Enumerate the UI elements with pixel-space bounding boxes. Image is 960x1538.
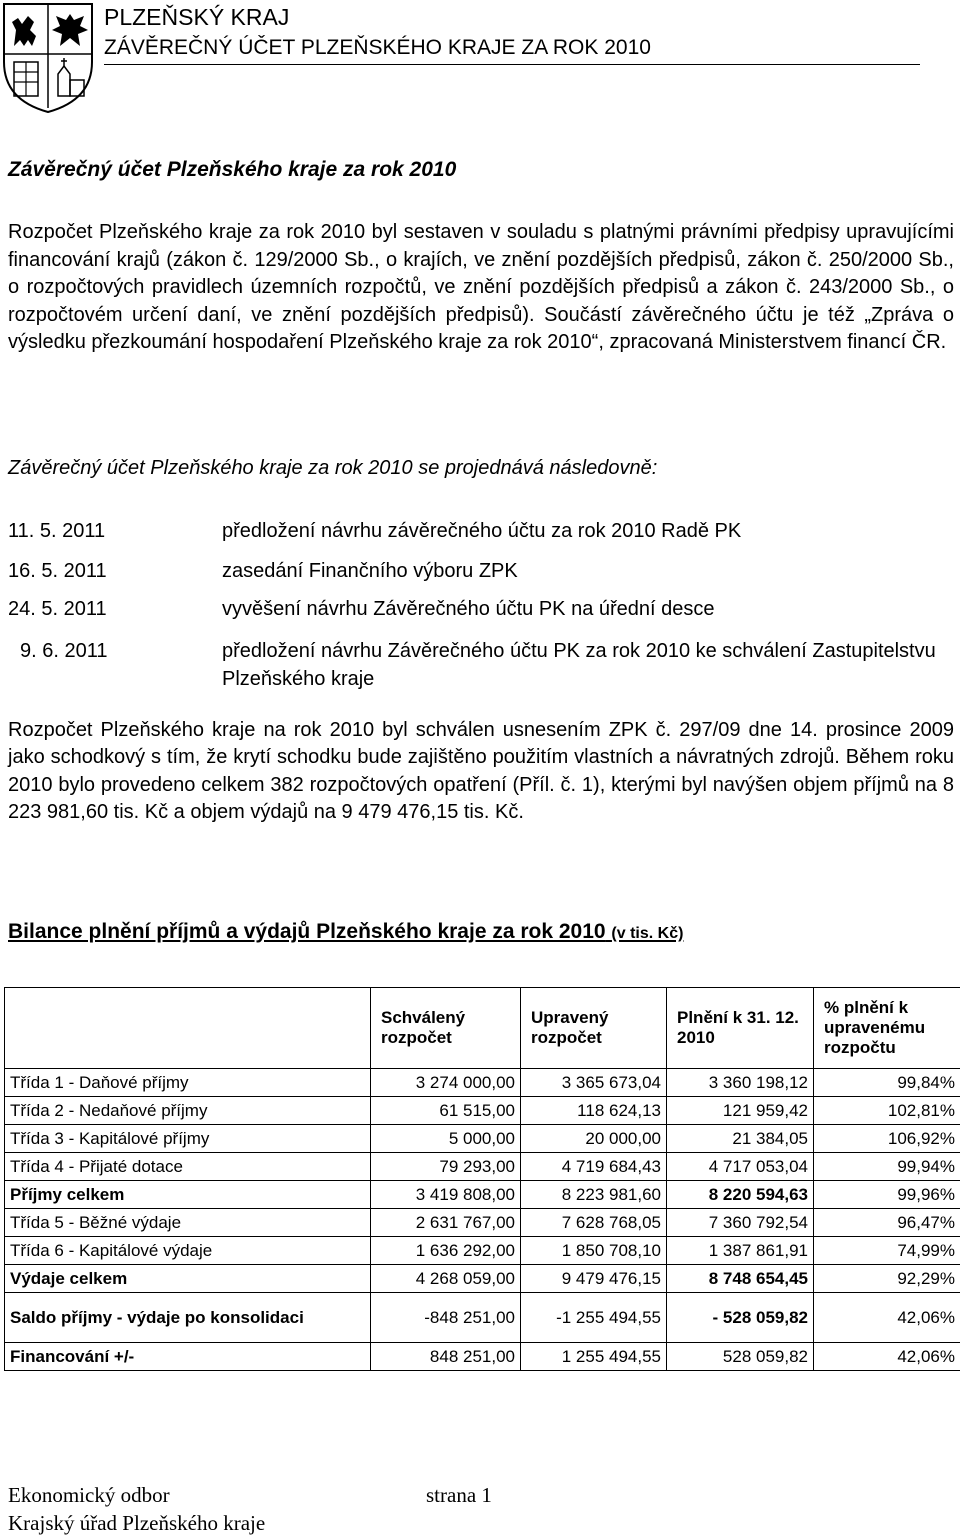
table-header-cell: Schválený rozpočet xyxy=(371,988,521,1069)
section-unit: (v tis. Kč) xyxy=(611,925,684,942)
cell-upraveny: 118 624,13 xyxy=(521,1097,667,1125)
schedule-text: předložení návrhu Závěrečného účtu PK za rok 2010 ke schválení Zastupitelstvu Plzeňského kraje xyxy=(222,640,936,690)
cell-schvaleny: 61 515,00 xyxy=(371,1097,521,1125)
cell-schvaleny: 3 274 000,00 xyxy=(371,1069,521,1097)
row-label: Příjmy celkem xyxy=(5,1181,371,1209)
cell-upraveny: 1 850 708,10 xyxy=(521,1237,667,1265)
cell-procento: 99,94% xyxy=(814,1153,960,1181)
table-header-cell: Plnění k 31. 12. 2010 xyxy=(667,988,814,1069)
cell-schvaleny: 2 631 767,00 xyxy=(371,1209,521,1237)
cell-schvaleny: 5 000,00 xyxy=(371,1125,521,1153)
cell-plneni: - 528 059,82 xyxy=(667,1293,814,1343)
cell-schvaleny: 4 268 059,00 xyxy=(371,1265,521,1293)
cell-upraveny: -1 255 494,55 xyxy=(521,1293,667,1343)
coat-of-arms-icon xyxy=(0,0,96,116)
row-label: Financování +/- xyxy=(5,1343,371,1371)
cell-schvaleny: 79 293,00 xyxy=(371,1153,521,1181)
footer-department: Ekonomický odbor xyxy=(8,1483,170,1507)
row-label: Třída 3 - Kapitálové příjmy xyxy=(5,1125,371,1153)
cell-plneni: 528 059,82 xyxy=(667,1343,814,1371)
footer-office: Krajský úřad Plzeňského kraje xyxy=(8,1511,266,1535)
schedule-date: 24. 5. 2011 xyxy=(8,598,107,620)
budget-table xyxy=(4,987,960,1371)
table-row xyxy=(5,1097,960,1125)
cell-upraveny: 8 223 981,60 xyxy=(521,1181,667,1209)
table-row-financing xyxy=(5,1343,960,1371)
row-label: Třída 2 - Nedaňové příjmy xyxy=(5,1097,371,1125)
table-row xyxy=(5,1209,960,1237)
cell-procento: 42,06% xyxy=(814,1343,960,1371)
row-label: Třída 5 - Běžné výdaje xyxy=(5,1209,371,1237)
row-label: Třída 1 - Daňové příjmy xyxy=(5,1069,371,1097)
section-title xyxy=(8,920,683,944)
table-header-cell: Upravený rozpočet xyxy=(521,988,667,1069)
table-row xyxy=(5,1069,960,1097)
cell-procento: 42,06% xyxy=(814,1293,960,1343)
schedule-text: předložení návrhu závěrečného účtu za rok 2010 Radě PK xyxy=(222,520,742,542)
cell-schvaleny: 848 251,00 xyxy=(371,1343,521,1371)
header-subtitle: ZÁVĚREČNÝ ÚČET PLZEŇSKÉHO KRAJE ZA ROK 2010 xyxy=(104,36,651,59)
schedule-date: 16. 5. 2011 xyxy=(8,560,107,582)
footer-page-number: strana 1 xyxy=(426,1483,492,1507)
cell-procento: 99,96% xyxy=(814,1181,960,1209)
table-header-cell xyxy=(5,988,371,1069)
section-title-text: Bilance plnění příjmů a výdajů Plzeňského kraje za rok 2010 xyxy=(8,920,606,943)
cell-plneni: 7 360 792,54 xyxy=(667,1209,814,1237)
cell-upraveny: 7 628 768,05 xyxy=(521,1209,667,1237)
table-row-total xyxy=(5,1265,960,1293)
cell-plneni: 4 717 053,04 xyxy=(667,1153,814,1181)
schedule-heading: Závěrečný účet Plzeňského kraje za rok 2010 se projednává následovně: xyxy=(8,457,658,479)
cell-upraveny: 1 255 494,55 xyxy=(521,1343,667,1371)
cell-procento: 92,29% xyxy=(814,1265,960,1293)
table-header-row xyxy=(5,988,960,1069)
header-divider xyxy=(104,64,920,65)
cell-procento: 106,92% xyxy=(814,1125,960,1153)
table-row-total xyxy=(5,1181,960,1209)
cell-plneni: 8 220 594,63 xyxy=(667,1181,814,1209)
intro-paragraph: Rozpočet Plzeňského kraje za rok 2010 byl sestaven v souladu s platnými právními předpisy upravujícími financování krajů (zákon č. 129/2000 Sb., o krajích, ve znění pozdějších předpisů, zákon č. 250/2000 Sb., o rozpočtových pravidlech územních rozpočtů, ve znění pozdějších předpisů a zákon č. 243/2000 Sb., o rozpočtovém určení daní, ve znění pozdějších předpisů). Součástí závěrečného účtu je též „Zpráva o výsledku přezkoumání hospodaření Plzeňského kraje za rok 2010“, zpracovaná Ministerstvem financí ČR. xyxy=(8,221,954,354)
table-row xyxy=(5,1125,960,1153)
row-label: Saldo příjmy - výdaje po konsolidaci xyxy=(5,1293,371,1343)
cell-upraveny: 20 000,00 xyxy=(521,1125,667,1153)
cell-upraveny: 3 365 673,04 xyxy=(521,1069,667,1097)
cell-procento: 99,84% xyxy=(814,1069,960,1097)
schedule-text: vyvěšení návrhu Závěrečného účtu PK na úřední desce xyxy=(222,598,715,620)
cell-schvaleny: -848 251,00 xyxy=(371,1293,521,1343)
table-row xyxy=(5,1237,960,1265)
table-header-cell: % plnění k upravenému rozpočtu xyxy=(814,988,960,1069)
row-label: Výdaje celkem xyxy=(5,1265,371,1293)
schedule-text: zasedání Finančního výboru ZPK xyxy=(222,560,518,582)
cell-plneni: 121 959,42 xyxy=(667,1097,814,1125)
cell-upraveny: 4 719 684,43 xyxy=(521,1153,667,1181)
cell-procento: 96,47% xyxy=(814,1209,960,1237)
row-label: Třída 6 - Kapitálové výdaje xyxy=(5,1237,371,1265)
document-title: Závěrečný účet Plzeňského kraje za rok 2010 xyxy=(8,158,457,181)
table-row xyxy=(5,1153,960,1181)
table-row-saldo xyxy=(5,1293,960,1343)
schedule-date: 11. 5. 2011 xyxy=(8,520,106,542)
cell-plneni: 3 360 198,12 xyxy=(667,1069,814,1097)
row-label: Třída 4 - Přijaté dotace xyxy=(5,1153,371,1181)
schedule-date: 9. 6. 2011 xyxy=(20,640,108,662)
cell-procento: 74,99% xyxy=(814,1237,960,1265)
cell-schvaleny: 3 419 808,00 xyxy=(371,1181,521,1209)
cell-schvaleny: 1 636 292,00 xyxy=(371,1237,521,1265)
header-title: PLZEŇSKÝ KRAJ xyxy=(104,4,290,30)
budget-paragraph: Rozpočet Plzeňského kraje na rok 2010 byl schválen usnesením ZPK č. 297/09 dne 14. prosince 2009 jako schodkový s tím, že krytí schodku bude zajištěno použitím vlastních a návratných zdrojů. Během roku 2010 bylo provedeno celkem 382 rozpočtových opatření (Příl. č. 1), kterými byl navýšen objem příjmů na 8 223 981,60 tis. Kč a objem výdajů na 9 479 476,15 tis. Kč. xyxy=(8,719,954,824)
cell-procento: 102,81% xyxy=(814,1097,960,1125)
cell-plneni: 8 748 654,45 xyxy=(667,1265,814,1293)
cell-plneni: 1 387 861,91 xyxy=(667,1237,814,1265)
cell-plneni: 21 384,05 xyxy=(667,1125,814,1153)
cell-upraveny: 9 479 476,15 xyxy=(521,1265,667,1293)
